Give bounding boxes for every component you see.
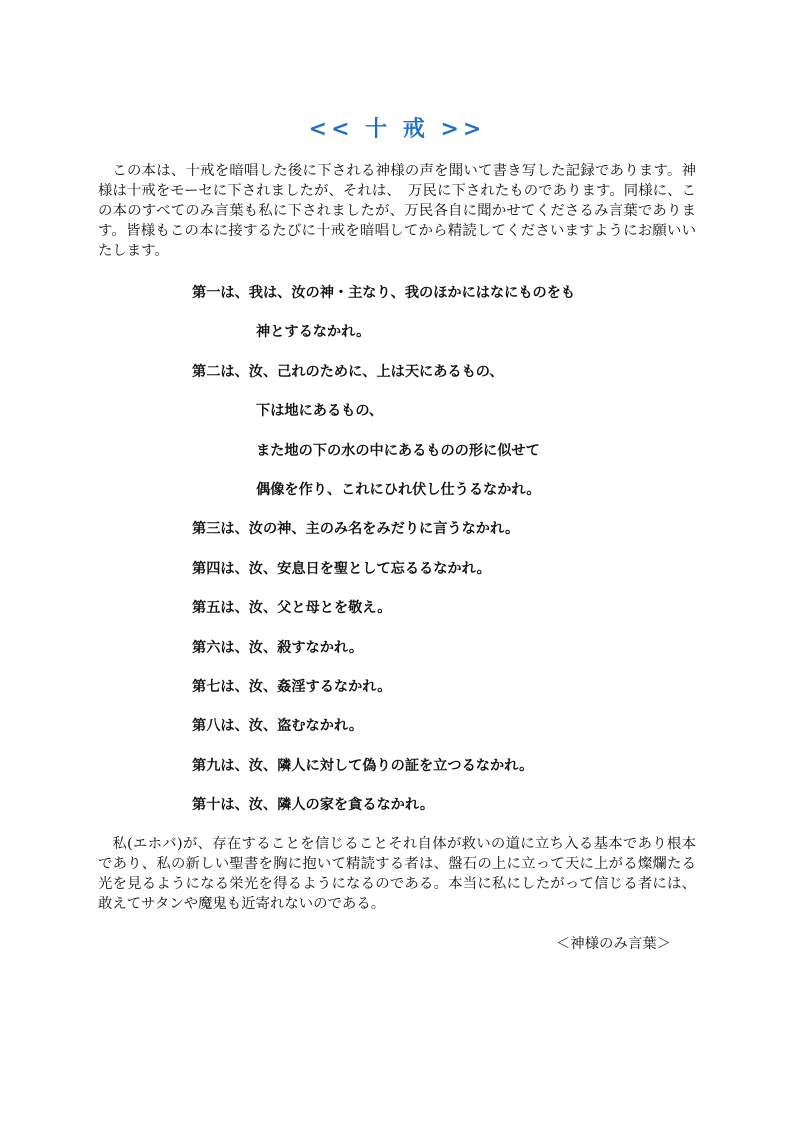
commandment-line-9: 第九は、汝、隣人に対して偽りの証を立つるなかれ。 <box>192 757 534 774</box>
commandment-line-6: 第六は、汝、殺すなかれ。 <box>192 639 364 656</box>
commandment-line-2-cont-1: 下は地にあるもの、 <box>256 403 384 420</box>
commandment-line-4: 第四は、汝、安息日を聖として忘るるなかれ。 <box>192 560 491 577</box>
page-title: << 十 戒 >> <box>308 116 486 142</box>
intro-paragraph: この本は、十戒を暗唱した後に下される神様の声を聞いて書き写した記録であります。神様は十戒をモーセに下されましたが、それは、 万民に下されたものであります。同様に、この本のすべてのみ言葉も私に下されましたが、万民各自に聞かせてくださるみ言葉であります。皆様もこの本に接するたびに十戒を暗唱してから精読してくださいますようにお願いいたします。 <box>98 163 696 259</box>
signature: ＜神様のみ言葉＞ <box>555 936 671 952</box>
commandment-line-2-cont-3: 偶像を作り、これにひれ伏し仕うるなかれ。 <box>256 481 541 498</box>
commandment-line-1: 第一は、我は、汝の神・主なり、我のほかにはなにものをも <box>192 285 576 301</box>
commandment-line-7: 第七は、汝、姦淫するなかれ。 <box>192 678 392 695</box>
commandment-line-8: 第八は、汝、盗むなかれ。 <box>192 718 364 735</box>
closing-paragraph: 私(エホバ)が、存在することを信じることそれ自体が救いの道に立ち入る基本であり根本であり、私の新しい聖書を胸に抱いて精読する者は、盤石の上に立って天に上がる燦爛たる光を見るようになる栄光を得るようになるのである。本当に私にしたがって信じる者には、敢えてサタンや魔鬼も近寄れないのである。 <box>98 836 696 912</box>
commandment-line-5: 第五は、汝、父と母とを敬え。 <box>192 600 392 617</box>
commandment-line-1-cont: 神とするなかれ。 <box>256 324 371 341</box>
commandment-line-10: 第十は、汝、隣人の家を貪るなかれ。 <box>192 797 435 814</box>
commandment-line-3: 第三は、汝の神、主のみ名をみだりに言うなかれ。 <box>192 521 520 538</box>
commandments-list <box>192 280 692 831</box>
commandment-line-2-cont-2: また地の下の水の中にあるものの形に似せて <box>256 442 540 459</box>
commandment-line-2: 第二は、汝、己れのために、上は天にあるもの、 <box>192 363 504 380</box>
